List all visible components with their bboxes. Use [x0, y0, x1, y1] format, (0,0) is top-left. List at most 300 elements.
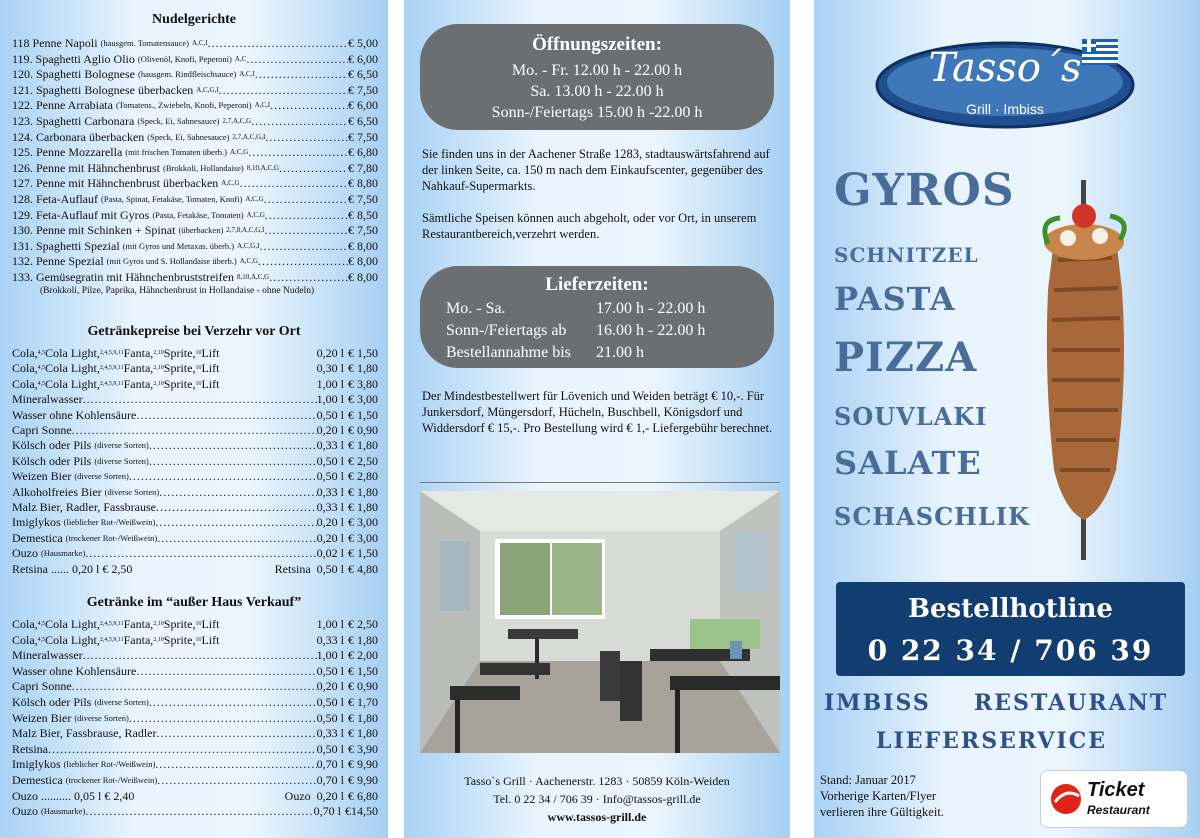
menu-item-row — [12, 98, 378, 112]
drink-name: Demestica — [12, 530, 63, 545]
leader-dots — [85, 546, 316, 560]
pickup-text: Sämtliche Speisen können auch abgeholt, oder vor Ort, in unserem Restaurantbereich,verzehrt werden. — [422, 211, 757, 241]
leader-dots — [156, 726, 316, 740]
drink-price: € 3,80 — [348, 376, 378, 391]
menu-word-pasta: PASTA — [834, 280, 956, 318]
allergen-codes: 2,10 — [153, 380, 164, 387]
allergen-codes: 4,5 — [37, 350, 46, 356]
leader-dots — [265, 130, 348, 144]
drink-price: € 3,00 — [348, 515, 378, 530]
allergen-codes: A,C,I — [239, 70, 255, 79]
menu-item-description: (Speck, Ei, Sahnesauce) — [147, 131, 230, 142]
menu-item-description: (Speck, Ei, Sahnesauce) — [137, 116, 220, 126]
allergen-codes: A,C,I — [192, 39, 208, 47]
drink-volume: 0,30 l — [316, 361, 344, 376]
drink-price: € 1,80 — [348, 726, 378, 741]
logo-name: Tasso´s — [928, 45, 1082, 91]
allergen-codes: A,C,I — [254, 101, 271, 110]
hours-line: Sa. 13.00 h - 22.00 h — [530, 83, 664, 100]
drink-volume: 0,50 l — [316, 561, 344, 576]
leader-dots — [259, 239, 348, 253]
drink-description: (diverse Sorten) — [94, 455, 149, 466]
spacer — [219, 617, 316, 631]
drink-name: Cola Light, — [45, 632, 100, 647]
menu-item-description: (Brokkoli, Hollandaise) — [162, 162, 244, 173]
service-imbiss: IMBISS — [824, 690, 931, 716]
validity-note — [820, 772, 944, 820]
menu-item-price: € 5,00 — [348, 36, 378, 50]
menu-word-schnitzel: SCHNITZEL — [834, 243, 979, 267]
leader-dots — [159, 485, 316, 499]
service-restaurant: RESTAURANT — [974, 690, 1169, 716]
allergen-codes: A,C,G — [245, 195, 264, 203]
drink-row — [12, 361, 378, 375]
drink-row — [12, 546, 378, 560]
menu-word-pizza: PIZZA — [834, 334, 978, 381]
leader-dots — [248, 145, 348, 159]
allergen-codes: A,C,G — [230, 148, 249, 157]
allergen-codes: A,C,G — [221, 179, 240, 188]
allergen-codes: A,C,G — [239, 257, 259, 266]
hours-box — [420, 24, 774, 130]
menu-item-name: 129. Feta-Auflauf mit Gyros — [12, 207, 150, 222]
allergen-codes: A,C,G — [246, 210, 265, 219]
menu-item-price: € 7,50 — [348, 82, 378, 97]
leader-dots — [136, 408, 316, 422]
drink-row — [12, 531, 378, 545]
menu-item-row — [12, 161, 378, 175]
leader-dots — [240, 176, 348, 190]
menu-item-price: € 8,00 — [348, 270, 378, 284]
ticket-logo-icon — [1049, 782, 1083, 816]
menu-item-row — [12, 130, 378, 144]
restaurant-label: Restaurant — [1087, 803, 1150, 817]
leader-dots — [149, 695, 317, 709]
leader-dots — [129, 469, 317, 483]
menu-item-description: (hausgem. Tomatensauce) — [100, 38, 190, 48]
allergen-codes: A,C,G,I — [196, 85, 219, 94]
menu-panel — [0, 0, 388, 838]
cover-panel — [814, 0, 1200, 838]
logo-subtitle: Grill · Imbiss — [966, 101, 1044, 117]
menu-item-name: 126. Penne mit Hähnchenbrust — [12, 160, 160, 175]
menu-item-price: € 6,00 — [348, 51, 378, 66]
drink-price: € 1,80 — [348, 484, 378, 499]
delivery-label: Sonn-/Feiertags ab — [446, 322, 567, 339]
footer-website: www.tassos-grill.de — [547, 810, 647, 824]
tassos-logo — [874, 35, 1136, 131]
drink-name: Fanta, — [123, 361, 154, 376]
noodles-title: Nudelgerichte — [152, 12, 236, 27]
delivery-label: Bestellannahme bis — [446, 344, 571, 361]
drink-volume: 0,20 l — [316, 423, 344, 437]
menu-item-name: 118 Penne Napoli — [12, 36, 98, 50]
drink-row — [12, 515, 378, 529]
drink-row — [12, 438, 378, 452]
drink-description: (diverse Sorten) — [94, 440, 149, 451]
leader-dots — [264, 192, 348, 206]
hours-line: Sonn-/Feiertags 15.00 h -22.00 h — [491, 104, 703, 121]
drink-price: € 2,80 — [348, 469, 378, 484]
drink-row — [12, 742, 378, 756]
divider — [420, 482, 780, 483]
drink-name: Cola Light, — [45, 376, 100, 391]
menu-item-name: 123. Spaghetti Carbonara — [12, 114, 135, 128]
drink-price: € 2,50 — [348, 617, 378, 631]
drink-row — [12, 679, 378, 693]
menu-item-name: 122. Penne Arrabiata — [12, 98, 113, 113]
drink-name: Retsina — [12, 741, 48, 756]
drink-price: € 9,90 — [348, 757, 378, 772]
ticket-restaurant-logo — [1040, 770, 1188, 828]
drink-name: Wasser ohne Kohlensäure — [12, 407, 137, 422]
validity-line: Vorherige Karten/Flyer — [820, 789, 937, 803]
leader-dots — [136, 664, 316, 678]
menu-item-description: (überbacken) — [178, 225, 224, 236]
drink-row — [12, 617, 378, 631]
drink-price: € 0,90 — [348, 679, 378, 694]
allergen-codes: A,C,G,I — [237, 241, 260, 250]
drink-name: Lift — [201, 617, 220, 631]
menu-item-row — [12, 52, 378, 66]
drink-price: € 1,70 — [348, 695, 378, 709]
delivery-time: 16.00 h - 22.00 h — [596, 322, 706, 339]
drink-price: € 1,50 — [348, 346, 378, 360]
drink-price: € 3,00 — [348, 530, 378, 545]
menu-item-description: (Olivenöl, Knofi, Peperoni) — [137, 53, 232, 64]
leader-dots — [155, 515, 316, 529]
drink-row — [12, 726, 378, 740]
leader-dots — [269, 270, 348, 284]
drink-name: Lift — [201, 376, 220, 391]
drinks-title: Getränkepreise bei Verzehr vor Ort — [87, 324, 301, 339]
drink-volume: 0,20 l — [316, 788, 344, 803]
delivery-title: Lieferzeiten: — [545, 274, 649, 295]
location-text: Sie finden uns in der Aachener Straße 1283, stadtauswärtsfahrend auf der linken Seite, ca. 150 m nach dem Einkaufscenter, gegenüber des Nahkauf-Supermarkts. — [422, 147, 770, 193]
drink-price: € 3,00 — [348, 392, 378, 407]
drink-volume: 0,33 l — [316, 500, 344, 514]
drink-volume: 0,33 l — [316, 726, 344, 741]
hours-title: Öffnungszeiten: — [532, 34, 662, 55]
drink-name: Fanta, — [123, 617, 154, 631]
drink-volume: 0,70 l — [316, 757, 344, 772]
menu-item-name: 121. Spaghetti Bolognese überbacken — [12, 82, 194, 97]
menu-item-row — [12, 192, 378, 206]
drink-description: (lieblicher Rot-/Weißwein) — [63, 759, 156, 770]
drink-price: € 1,80 — [348, 500, 378, 514]
drink-volume: 1,00 l — [316, 376, 344, 391]
menu-item-row — [12, 36, 378, 50]
drink-row — [12, 789, 378, 803]
menu-item-price: € 6,50 — [348, 67, 378, 82]
leader-dots — [251, 114, 348, 128]
drink-volume: 0,20 l — [316, 679, 344, 694]
menu-item-row — [12, 114, 378, 128]
allergen-codes: 2,10 — [153, 350, 164, 356]
leader-dots — [265, 208, 348, 222]
leader-dots — [156, 500, 317, 514]
drink-description: (trockener Rot-/Weißwein) — [65, 532, 158, 543]
allergen-codes: 4,5 — [37, 636, 46, 643]
drink-name: Retsina ...... 0,20 l € 2,50 — [12, 561, 133, 576]
drink-row — [12, 423, 378, 437]
delivery-time: 21.00 h — [596, 344, 644, 361]
menu-item-name: 119. Spaghetti Aglio Olio — [12, 51, 135, 66]
noodles-note: (Brokkoli, Pilze, Paprika, Hähnchenbrust in Hollandaise - ohne Nudeln) — [40, 286, 315, 296]
drink-volume: 1,00 l — [316, 392, 344, 407]
drink-volume: 0,50 l — [316, 710, 344, 725]
drink-description: (diverse Sorten) — [74, 471, 129, 482]
menu-item-description: (mit frischen Tomaten überb.) — [125, 147, 227, 158]
hotline-number: 0 22 34 / 706 39 — [867, 634, 1154, 667]
drink-volume: 1,00 l — [316, 617, 344, 631]
menu-item-row — [12, 270, 378, 284]
menu-item-name: 127. Penne mit Hähnchenbrust überbacken — [12, 176, 219, 191]
drink-volume: 0,50 l — [316, 741, 344, 756]
drink-name: Kölsch oder Pils — [12, 453, 92, 468]
footer-contact: Tel. 0 22 34 / 706 39 · Info@tassos-grill.de — [493, 792, 701, 806]
leader-dots — [157, 531, 316, 545]
drink-name: Cola, — [12, 376, 38, 391]
menu-item-price: € 6,50 — [348, 114, 378, 128]
leader-dots — [149, 454, 317, 468]
menu-item-row — [12, 208, 378, 222]
drink-description: (diverse Sorten) — [94, 697, 149, 707]
drink-name: Lift — [201, 361, 220, 376]
hours-line: Mo. - Fr. 12.00 h - 22.00 h — [511, 62, 683, 79]
allergen-codes: 2,7,A,C,G,I — [232, 132, 266, 141]
drink-name: Alkoholfreies Bier — [12, 484, 102, 499]
drink-row — [12, 454, 378, 468]
drink-description: (diverse Sorten) — [74, 712, 129, 723]
drink-volume: 0,50 l — [316, 695, 344, 709]
drink-name: Fanta, — [123, 632, 154, 647]
allergen-codes: 4,5 — [37, 621, 46, 627]
allergen-codes: 4,5 — [37, 380, 46, 387]
drink-price: € 9,90 — [348, 773, 378, 787]
drink-description: (Hausmarke) — [41, 806, 86, 817]
menu-item-price: € 8,00 — [348, 254, 378, 269]
allergen-codes: 2,10 — [153, 636, 164, 643]
drink-name: Cola, — [12, 632, 38, 647]
leader-dots — [279, 161, 348, 175]
drink-volume: 0,20 l — [316, 346, 344, 360]
gyros-skewer-icon — [1024, 180, 1144, 560]
drink-price: € 1,80 — [348, 632, 378, 647]
delivery-times — [596, 298, 705, 364]
drink-name: Ouzo — [12, 546, 38, 561]
allergen-codes: 2,10 — [153, 621, 164, 627]
leader-dots — [129, 711, 317, 725]
drink-row — [12, 500, 378, 514]
drink-row — [12, 773, 378, 787]
menu-item-name: 125. Penne Mozzarella — [12, 145, 123, 160]
allergen-codes: 10 — [195, 350, 202, 356]
drink-price: € 1,50 — [348, 546, 378, 561]
drink-name: Cola Light, — [45, 346, 100, 360]
drink-name: Capri Sonne — [12, 679, 72, 694]
service-delivery: LIEFERSERVICE — [876, 728, 1107, 754]
menu-item-price: € 8,00 — [348, 238, 378, 253]
menu-item-name: 130. Penne mit Schinken + Spinat — [12, 223, 176, 238]
leader-dots — [255, 67, 348, 81]
drink-name: Imiglykos — [12, 757, 61, 772]
spacer — [219, 377, 316, 391]
drink-volume: 0,50 l — [316, 469, 344, 484]
menu-item-row — [12, 223, 378, 237]
delivery-labels — [446, 298, 571, 364]
drink-volume: 1,00 l — [316, 648, 344, 663]
drink-price: € 3,90 — [348, 741, 378, 756]
menu-word-salate: SALATE — [834, 444, 982, 482]
menu-item-row — [12, 176, 378, 190]
leader-dots — [83, 392, 317, 406]
leader-dots — [270, 98, 348, 112]
drink-volume: 0,33 l — [316, 438, 344, 453]
leader-dots — [246, 52, 348, 66]
drink-name: Ouzo — [284, 788, 311, 803]
leader-dots — [155, 757, 316, 771]
menu-item-price: € 6,00 — [348, 98, 378, 113]
drink-name: Kölsch oder Pils — [12, 695, 92, 709]
drink-description: (diverse Sorten) — [104, 486, 160, 497]
drink-name: Fanta, — [123, 376, 154, 391]
menu-word-schaschlik: SCHASCHLIK — [834, 502, 1030, 531]
delivery-box — [420, 266, 774, 368]
drink-name: Retsina — [274, 561, 311, 576]
menu-item-description: (hausgem. Rindfleischsauce) — [138, 69, 237, 80]
drink-description: (Hausmarke) — [41, 548, 86, 559]
drink-price: € 2,50 — [348, 453, 378, 468]
drink-name: Sprite, — [163, 361, 196, 376]
allergen-codes: 2,4,5,9,11 — [99, 380, 124, 387]
drink-volume: 0,33 l — [316, 632, 344, 647]
leader-dots — [208, 36, 348, 50]
drink-price: € 4,80 — [348, 561, 378, 576]
drink-name: Cola Light, — [45, 617, 100, 631]
drink-volume: 0,70 l — [313, 804, 341, 819]
menu-item-price: € 8,80 — [348, 176, 378, 191]
ticket-label: Ticket — [1087, 779, 1145, 801]
validity-line: verlieren ihre Gültigkeit. — [820, 805, 944, 819]
drink-name: Ouzo .......... 0,05 l € 2,40 — [12, 788, 135, 803]
spacer — [134, 789, 284, 803]
drink-name: Imiglykos — [12, 515, 61, 530]
menu-item-row — [12, 145, 378, 159]
leader-dots — [85, 804, 313, 818]
menu-item-price: € 7,50 — [348, 192, 378, 206]
footer-address: Tasso`s Grill · Aachenerstr. 1283 · 50859 Köln-Weiden — [464, 774, 730, 788]
allergen-codes: 8,10,A,C,G — [236, 273, 270, 281]
drink-row — [12, 804, 378, 818]
drink-volume: 0,20 l — [316, 530, 344, 545]
drink-name: Weizen Bier — [12, 469, 72, 484]
drink-name: Sprite, — [163, 346, 196, 360]
allergen-codes: 10 — [195, 636, 202, 643]
allergen-codes: 10 — [195, 365, 202, 372]
drink-row — [12, 408, 378, 422]
menu-item-description: (Pasta, Fetakäse, Tomaten) — [152, 209, 244, 220]
drink-description: (lieblicher Rot-/Weißwein) — [63, 517, 156, 528]
allergen-codes: 2,4,5,9,11 — [99, 636, 124, 643]
menu-item-name: 128. Feta-Auflauf — [12, 192, 98, 206]
drink-row — [12, 757, 378, 771]
drink-row — [12, 346, 378, 360]
drink-price: € 0,90 — [348, 423, 378, 437]
allergen-codes: 2,4,5,9,11 — [99, 350, 124, 356]
drink-name: Lift — [201, 632, 220, 647]
drink-price: € 1,80 — [348, 361, 378, 376]
drink-row — [12, 562, 378, 576]
menu-item-description: (mit Gyros und Metaxas. überb.) — [122, 240, 235, 251]
menu-item-row — [12, 83, 378, 97]
drink-name: Cola, — [12, 361, 38, 376]
drink-name: Sprite, — [163, 632, 196, 647]
drink-row — [12, 469, 378, 483]
allergen-codes: 8,10,A,C,G — [246, 163, 279, 172]
menu-item-row — [12, 67, 378, 81]
takeaway-title: Getränke im “außer Haus Verkauf” — [86, 595, 302, 610]
menu-item-name: 132. Penne Spezial — [12, 254, 104, 269]
drink-row — [12, 377, 378, 391]
drink-volume: 0,20 l — [316, 515, 344, 530]
menu-item-description: (Pasta, Spinat, Fetakäse, Tomaten, Knofi) — [100, 194, 243, 204]
drink-name: Mineralwasser — [12, 392, 83, 407]
drink-volume: 0,50 l — [316, 453, 344, 468]
menu-item-description: (Tomatens., Zwiebeln, Knofi, Peperoni) — [115, 100, 252, 111]
drink-name: Mineralwasser — [12, 648, 83, 663]
spacer — [219, 361, 316, 375]
menu-item-row — [12, 254, 378, 268]
leader-dots — [48, 742, 317, 756]
validity-line: Stand: Januar 2017 — [820, 773, 916, 787]
drink-volume: 0,70 l — [316, 773, 344, 787]
allergen-codes: 10 — [195, 621, 202, 627]
menu-item-name: 131. Spaghetti Spezial — [12, 238, 120, 253]
allergen-codes: A,C — [234, 54, 247, 63]
drink-name: Wasser ohne Kohlensäure — [12, 663, 137, 678]
drink-price: € 1,50 — [348, 663, 378, 678]
delivery-time: 17.00 h - 22.00 h — [596, 300, 706, 317]
leader-dots — [149, 438, 317, 452]
leader-dots — [219, 83, 348, 97]
drink-description: (trockener Rot-/Weißwein) — [65, 775, 158, 785]
drink-name: Cola Light, — [45, 361, 100, 376]
menu-item-price: € 8,50 — [348, 207, 378, 222]
drink-name: Kölsch oder Pils — [12, 438, 92, 453]
restaurant-photo — [420, 491, 780, 753]
drink-name: Malz Bier, Fassbrause, Radler — [12, 726, 157, 741]
drink-volume: 0,02 l — [316, 546, 344, 561]
drink-price: € 6,80 — [348, 788, 378, 803]
delivery-label: Mo. - Sa. — [446, 300, 506, 317]
leader-dots — [264, 223, 348, 237]
drink-price: € 2,00 — [348, 648, 378, 663]
drink-volume: 0,50 l — [316, 663, 344, 678]
menu-item-price: € 7,80 — [348, 160, 378, 175]
drink-price: € 1,50 — [348, 407, 378, 422]
drink-row — [12, 664, 378, 678]
menu-item-description: (mit Gyros und S. Hollandaise überb.) — [106, 256, 237, 267]
drink-name: Fanta, — [123, 346, 154, 360]
drink-name: Cola, — [12, 617, 38, 631]
drink-name: Lift — [201, 346, 220, 360]
hotline-title: Bestellhotline — [908, 594, 1113, 624]
spacer — [219, 346, 316, 360]
menu-item-name: 124. Carbonara überbacken — [12, 129, 145, 144]
allergen-codes: 2,4,5,9,11 — [99, 621, 124, 627]
leader-dots — [258, 254, 348, 268]
